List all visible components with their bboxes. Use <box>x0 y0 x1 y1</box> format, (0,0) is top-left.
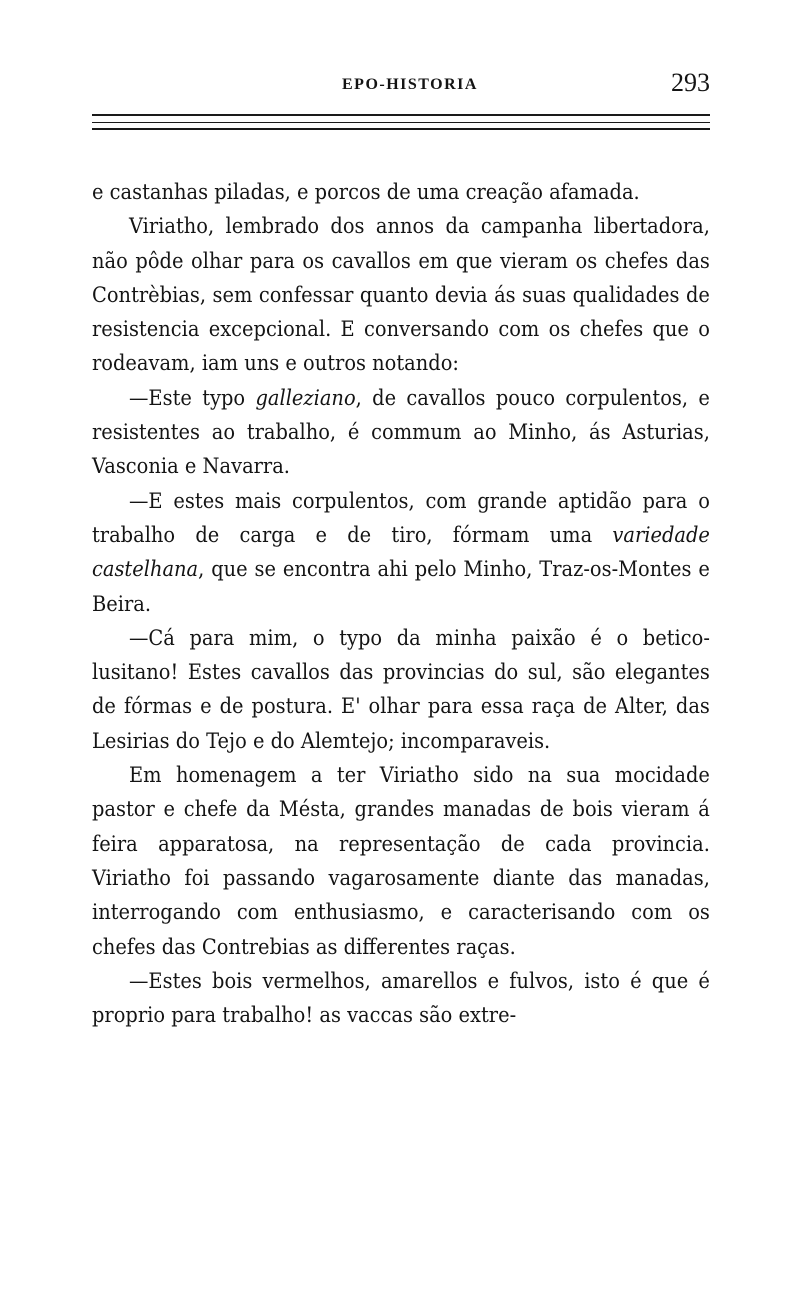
paragraph-6: Em homenagem a ter Viriatho sido na sua mocidade pastor e chefe da Mésta, grandes manadas de bois vieram á feira apparatosa, na representação de cada provincia. Viriatho foi passando vagarosamente diante das manadas, interrogando com enthusiasmo, e caracterisando com os chefes das Contrebias as differentes raças. <box>92 763 710 959</box>
paragraph-2: Viriatho, lembrado dos annos da campanha libertadora, não pôde olhar para os cavallos em que vieram os chefes das Contrèbias, sem confessar quanto devia ás suas qualidades de resistencia excepcional. E conversando com os chefes que o rodeavam, iam uns e outros notando: <box>92 214 710 376</box>
paragraph-4-text-b: , que se encontra ahi pelo Minho, Traz-os-Montes e Beira. <box>92 557 710 616</box>
header-rule-bottom <box>92 128 710 130</box>
paragraph-4-text-a: —E estes mais corpulentos, com grande aptidão para o trabalho de carga e de tiro, fórmam uma <box>92 488 710 547</box>
paragraph-3 <box>92 381 710 484</box>
paragraph-5: —Cá para mim, o typo da minha paixão é o betico-lusitano! Estes cavallos das provincias do sul, são elegantes de fórmas e de postura. E' olhar para essa raça de Alter, das Lesirias do Tejo e do Alemtejo; incomparaveis. <box>92 625 710 753</box>
running-head: EPO-HISTORIA <box>342 76 478 93</box>
paragraph-3-text-b: , de cavallos pouco corpulentos, e resistentes ao trabalho, é commum ao Minho, ás Asturias, Vasconia e Navarra. <box>92 385 710 479</box>
page-number: 293 <box>671 68 710 97</box>
paragraph-3-text-a: —Este typo <box>129 385 256 410</box>
body-text <box>92 175 710 1032</box>
paragraph-7: —Estes bois vermelhos, amarellos e fulvos, isto é que é proprio para trabalho! as vaccas são extre- <box>92 968 710 1028</box>
paragraph-1: e castanhas piladas, e porcos de uma creação afamada. <box>92 180 640 204</box>
paragraph-4 <box>92 484 710 621</box>
header-rule-middle <box>92 122 710 123</box>
paragraph-4-italic: variedade castelhana <box>92 522 710 582</box>
header-rule-top <box>92 114 710 116</box>
page-header <box>92 62 710 102</box>
paragraph-3-italic: galleziano <box>255 385 356 410</box>
